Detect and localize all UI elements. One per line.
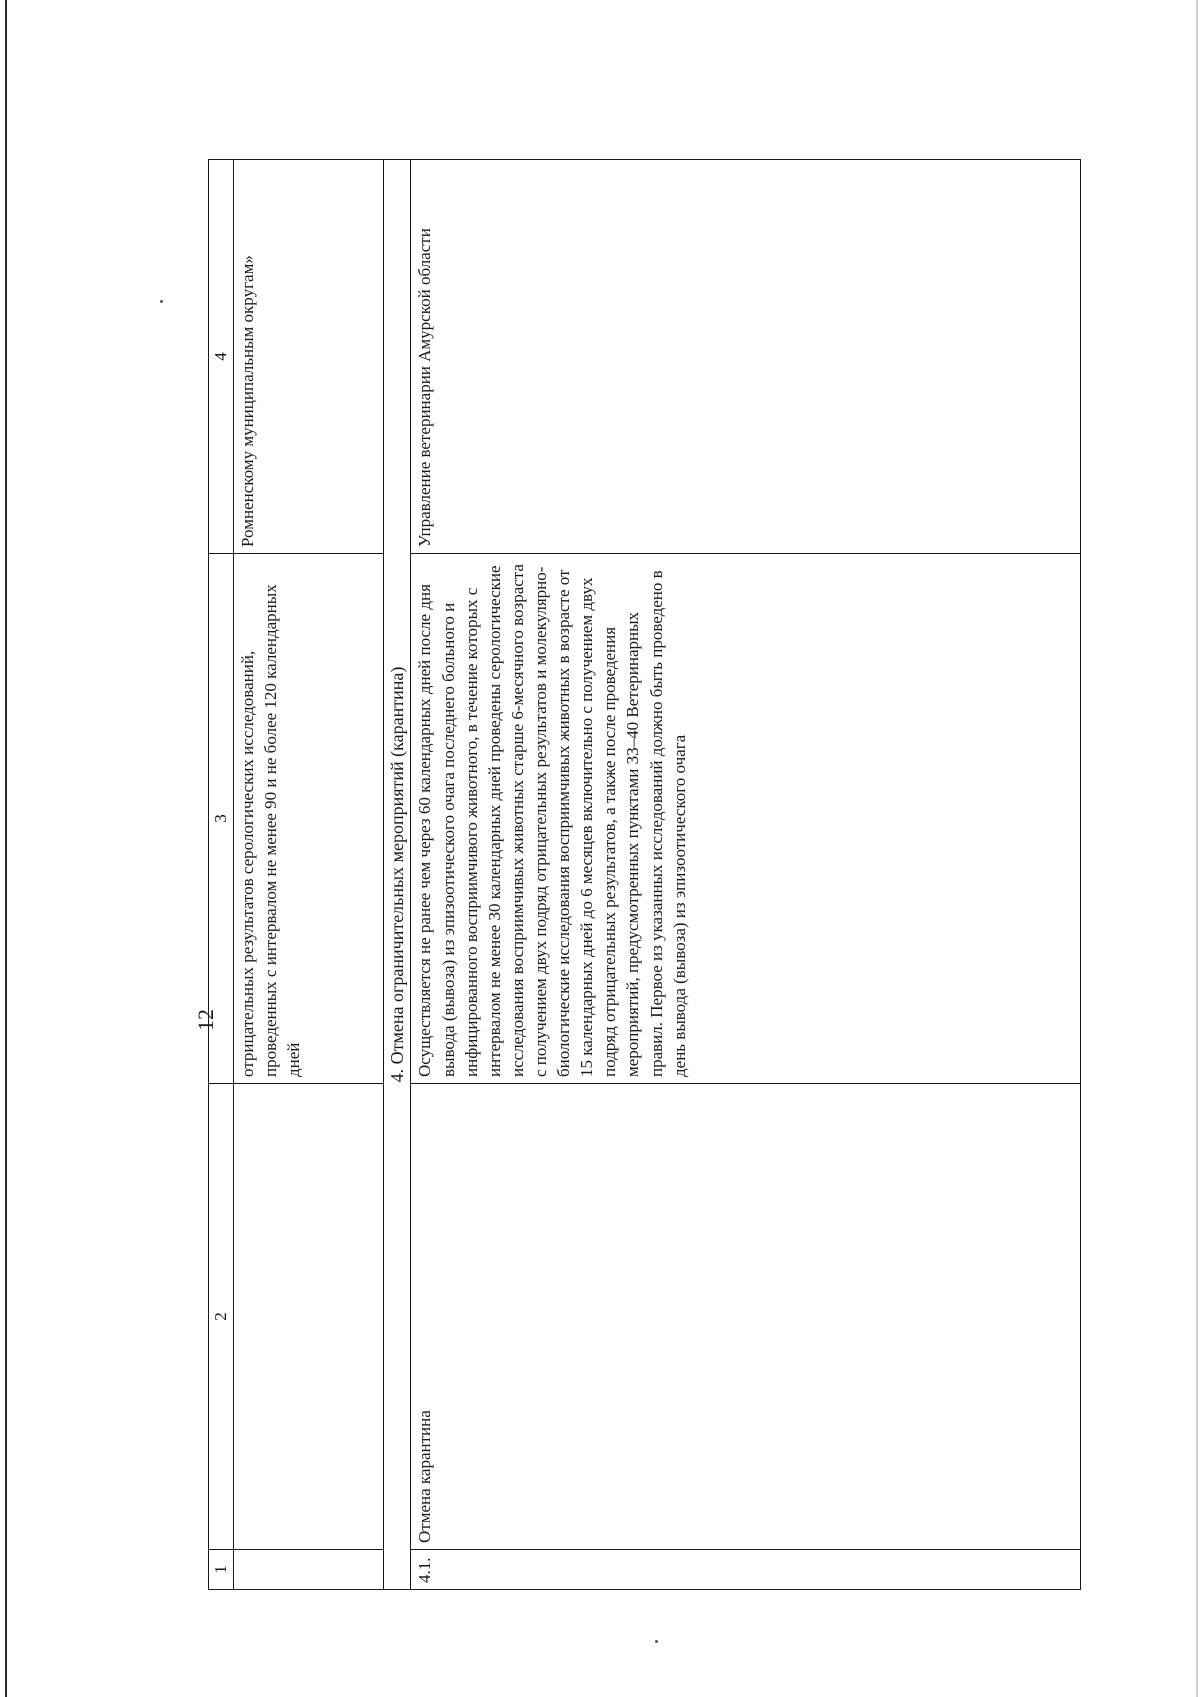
column-header: 2 [209,1084,234,1550]
responsible-cell [234,160,384,554]
responsible-text: Управление ветеринарии Амурской области [415,228,435,547]
scan-edge [5,0,7,1697]
column-header: 4 [209,160,234,554]
measure-text: Отмена карантина [415,1410,435,1543]
column-header: 1 [209,1550,234,1590]
section-row [384,160,411,1590]
term-text: отрицательных результатов серологических исследований, проведенных с интервалом не менее 90 и не более 120 календарных дней [238,584,304,1077]
measures-table [208,159,1081,1590]
scan-speck [655,1640,658,1643]
responsible-text: Ромненскому муниципальным округам» [238,255,257,547]
scan-speck [160,300,163,303]
page-number: 12 [193,1009,218,1031]
section-title: 4. Отмена ограничительных мероприятий (карантина) [384,160,411,1590]
table-row [411,160,1081,1590]
row-number-cell: 4.1. [411,1550,1081,1590]
column-header: 3 [209,554,234,1084]
scan-edge [1196,0,1198,1697]
rotated-page-content [208,160,1088,1590]
measure-cell [411,1084,1081,1550]
term-text: Осуществляется не ранее чем через 60 календарных дней после дня вывода (вывоза) из эпизоотического очага последнего больного и инфицированного восприимчивого животного, в течение которых с интервалом не менее 30 календарных дней проведены серологические исследования восприимчивых животных старше 6-месячного возраста с получением двух подряд отрицательных результатов и молекулярно-биологические исследования восприимчивых животных в возрасте от 15 календарных дней до 6 месяцев включительно с получением двух подряд отрицательных результатов, а также после проведения мероприятий, предусмотренных пунктами 33–40 Ветеринарных правил. Первое из указанных исследований должно быть проведено в день вывода (вывоза) из эпизоотического очага [415,564,689,1077]
table-row [234,160,384,1590]
table-header-row [209,160,234,1590]
term-cell [234,554,384,1084]
responsible-cell [411,160,1081,554]
row-number-cell [234,1550,384,1590]
term-cell [411,554,1081,1084]
measure-cell [234,1084,384,1550]
